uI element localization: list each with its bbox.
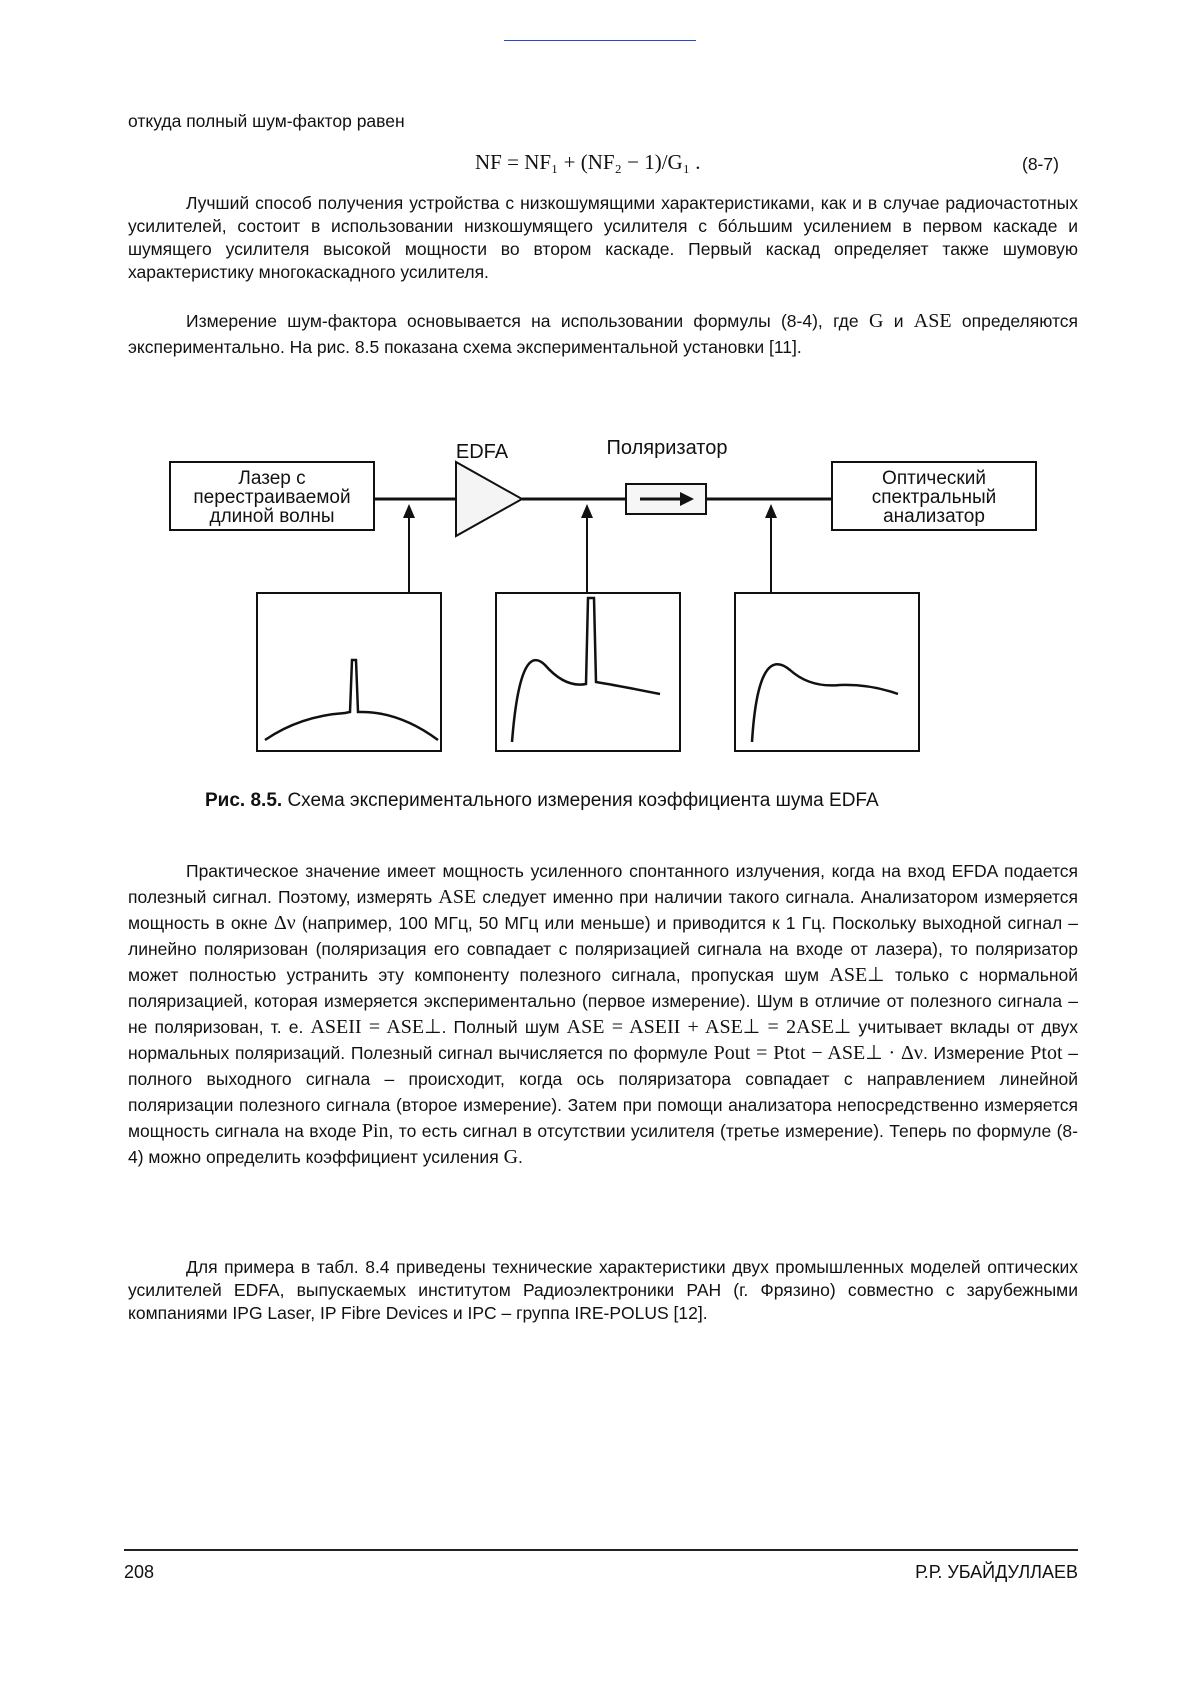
spectrum-panel-3 xyxy=(735,593,919,751)
osa-label-line-1: Оптический xyxy=(882,468,986,489)
arrowhead-1 xyxy=(403,504,415,518)
formula-8-7: NF = NF₁ + (NF₂ − 1)/G₁ . xyxy=(475,150,701,174)
running-footer-author: Р.Р. УБАЙДУЛЛАЕВ xyxy=(915,1562,1078,1582)
footer-rule xyxy=(124,1549,1078,1551)
paragraph-3: Практическое значение имеет мощность усиленного спонтанного излучения, когда на вход EFDA подается полезный сигнал. Поэтому, измерять ASE следует именно при наличии такого сигнала. Анализатором измеряется мощность в окне Δν (например, 100 МГц, 50 МГц или меньше) и приводится к 1 Гц. Поскольку выходной сигнал – линейно поляризован (поляризация его совпадает с поляризацией сигнала на входе от лазера), то поляризатор может полностью устранить эту компоненту полезного сигнала, пропуская шум ASE⊥ только с нормальной поляризацией, которая измеряется экспериментально (первое измерение). Шум в отличие от полезного сигнала – не поляризован, т. е. ASEII = ASE⊥. Полный шум ASE = ASEII + ASE⊥ = 2ASE⊥ учитывает вклады от двух нормальных поляризаций. Полезный сигнал вычисляется по формуле Pout = Ptot − ASE⊥ · Δν. Измерение Ptot – полного выходного сигнала – происходит, когда ось поляризатора совпадает с направлением линейной поляризации полезного сигнала (второе измерение). Затем при помощи анализатора непосредственно измеряется мощность сигнала на входе Pin, то есть сигнал в отсутствии усилителя (третье измерение). Теперь по формуле (8-4) можно определить коэффициент усиления G. xyxy=(128,861,1078,1168)
edfa-measurement-diagram xyxy=(0,0,1190,790)
spectrum-curve-1 xyxy=(265,660,438,740)
laser-label-line-3: длиной волны xyxy=(209,506,335,527)
arrowhead-2 xyxy=(581,504,593,518)
intro-line: откуда полный шум-фактор равен xyxy=(128,111,405,131)
page-number: 208 xyxy=(124,1562,155,1582)
paragraph-1: Лучший способ получения устройства с низкошумящими характеристиками, как и в случае радиочастотных усилителей, состоит в использовании низкошумящего усилителя с бóльшим усилением в первом каскаде и шумящего усилителя высокой мощности во втором каскаде. Первый каскад определяет также шумовую характеристику многокаскадного усилителя. xyxy=(128,193,1078,282)
edfa-label: EDFA xyxy=(455,441,509,463)
laser-label-line-1: Лазер с xyxy=(238,468,306,489)
figure-caption-text: Схема экспериментального измерения коэффициента шума EDFA xyxy=(282,790,879,811)
osa-label-line-2: спектральный xyxy=(871,487,997,508)
arrowhead-3 xyxy=(765,504,777,518)
spectrum-curve-3 xyxy=(752,664,898,742)
spectrum-curve-2 xyxy=(512,598,660,742)
figure-caption xyxy=(205,790,879,812)
paragraph-4: Для примера в табл. 8.4 приведены технические характеристики двух промышленных моделей оптических усилителей EDFA, выпускаемых институтом Радиоэлектроники РАН (г. Фрязино) совместно с зарубежными компаниями IPG Laser, IP Fibre Devices и IPC – группа IRE-POLUS [12]. xyxy=(128,1257,1078,1323)
paragraph-2: Измерение шум-фактора основывается на использовании формулы (8-4), где G и ASE определяются экспериментально. На рис. 8.5 показана схема экспериментальной установки [11]. xyxy=(128,310,1079,357)
osa-label-line-3: анализатор xyxy=(883,506,985,527)
figure-caption-label: Рис. 8.5. xyxy=(205,790,283,811)
laser-label-line-2: перестраиваемой xyxy=(193,487,351,508)
edfa-amplifier-symbol xyxy=(456,462,522,536)
polarizer-label: Поляризатор xyxy=(606,437,728,459)
equation-number: (8-7) xyxy=(1022,154,1059,174)
